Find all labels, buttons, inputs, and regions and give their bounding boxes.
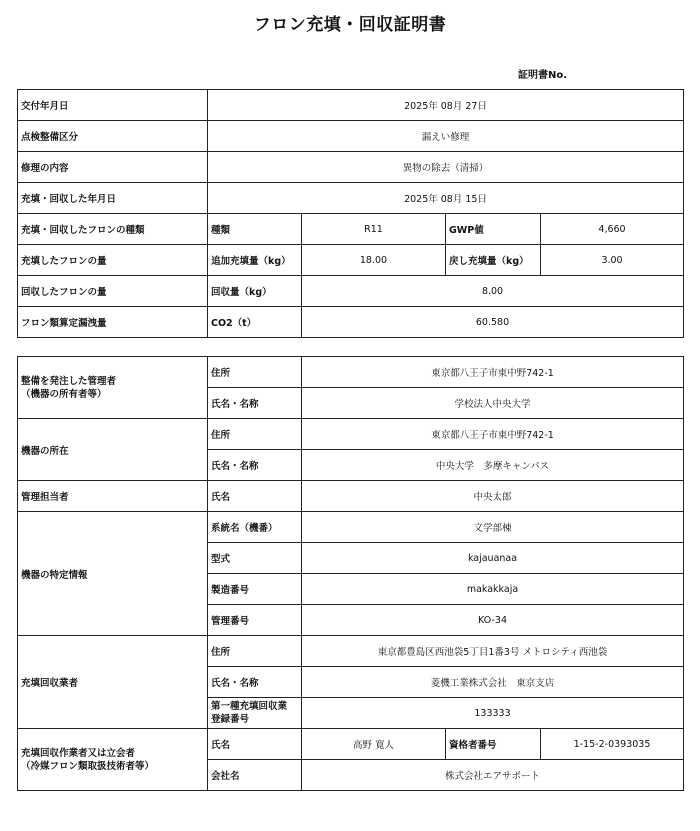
table-row bbox=[18, 152, 684, 183]
recovered-label: 回収したフロンの量 bbox=[18, 276, 208, 307]
registration-value: 133333 bbox=[302, 698, 684, 729]
manager-label: 管理担当者 bbox=[18, 481, 208, 512]
company-address-value: 東京都豊島区西池袋5丁目1番3号 メトロシティ西池袋 bbox=[302, 636, 684, 667]
kind-value: R11 bbox=[302, 214, 446, 245]
co2-value: 60.580 bbox=[302, 307, 684, 338]
table-row bbox=[18, 90, 684, 121]
management-number-value: KO-34 bbox=[302, 605, 684, 636]
repair-label: 修理の内容 bbox=[18, 152, 208, 183]
company-address-label: 住所 bbox=[208, 636, 302, 667]
table-row bbox=[18, 183, 684, 214]
leak-label: フロン類算定漏洩量 bbox=[18, 307, 208, 338]
added-value: 18.00 bbox=[302, 245, 446, 276]
manager-name-label: 氏名 bbox=[208, 481, 302, 512]
recovered-sub-label: 回収量（kg） bbox=[208, 276, 302, 307]
serial-value: makakkaja bbox=[302, 574, 684, 605]
table-row bbox=[18, 245, 684, 276]
model-label: 型式 bbox=[208, 543, 302, 574]
kind-label: 種類 bbox=[208, 214, 302, 245]
recovered-value: 8.00 bbox=[302, 276, 684, 307]
firm-value: 株式会社エアサポート bbox=[302, 760, 684, 791]
firm-label: 会社名 bbox=[208, 760, 302, 791]
manager-name-value: 中央太郎 bbox=[302, 481, 684, 512]
owner-name-value: 学校法人中央大学 bbox=[302, 388, 684, 419]
owner-label-line2: （機器の所有者等） bbox=[21, 388, 107, 400]
co2-label: CO2（t） bbox=[208, 307, 302, 338]
management-number-label: 管理番号 bbox=[208, 605, 302, 636]
category-value: 漏えい修理 bbox=[208, 121, 684, 152]
added-label: 追加充填量（kg） bbox=[208, 245, 302, 276]
model-value: kajauanaa bbox=[302, 543, 684, 574]
gwp-label: GWP値 bbox=[446, 214, 541, 245]
location-name-label: 氏名・名称 bbox=[208, 450, 302, 481]
location-label: 機器の所在 bbox=[18, 419, 208, 481]
location-address-value: 東京都八王子市東中野742-1 bbox=[302, 419, 684, 450]
fluorocarbon-details-table bbox=[17, 89, 684, 338]
type-label: 充填・回収したフロンの種類 bbox=[18, 214, 208, 245]
repair-value: 異物の除去（清掃） bbox=[208, 152, 684, 183]
table-row bbox=[18, 481, 684, 512]
table-row bbox=[18, 214, 684, 245]
gwp-value: 4,660 bbox=[541, 214, 684, 245]
owner-address-value: 東京都八王子市東中野742-1 bbox=[302, 357, 684, 388]
owner-label-line1: 整備を発注した管理者 bbox=[21, 375, 117, 387]
registration-label bbox=[208, 698, 302, 729]
fill-date-label: 充填・回収した年月日 bbox=[18, 183, 208, 214]
table-row bbox=[18, 121, 684, 152]
worker-name-value: 高野 寛人 bbox=[302, 729, 446, 760]
owner-label bbox=[18, 357, 208, 419]
worker-label-line1: 充填回収作業者又は立会者 bbox=[21, 747, 136, 759]
worker-label bbox=[18, 729, 208, 791]
fill-date-value: 2025年 08月 15日 bbox=[208, 183, 684, 214]
registration-label-line2: 登録番号 bbox=[211, 714, 250, 725]
table-row bbox=[18, 636, 684, 667]
filled-label: 充填したフロンの量 bbox=[18, 245, 208, 276]
location-name-value: 中央大学 多摩キャンパス bbox=[302, 450, 684, 481]
company-name-value: 菱機工業株式会社 東京支店 bbox=[302, 667, 684, 698]
category-label: 点検整備区分 bbox=[18, 121, 208, 152]
document-title: フロン充填・回収証明書 bbox=[253, 15, 447, 35]
worker-name-label: 氏名 bbox=[208, 729, 302, 760]
returned-value: 3.00 bbox=[541, 245, 684, 276]
table-row bbox=[18, 307, 684, 338]
company-label: 充填回収業者 bbox=[18, 636, 208, 729]
system-value: 文学部棟 bbox=[302, 512, 684, 543]
returned-label: 戻し充填量（kg） bbox=[446, 245, 541, 276]
parties-table bbox=[17, 356, 684, 791]
issue-date-label: 交付年月日 bbox=[18, 90, 208, 121]
table-row bbox=[18, 276, 684, 307]
system-label: 系統名（機番） bbox=[208, 512, 302, 543]
registration-label-line1: 第一種充填回収業 bbox=[211, 701, 288, 712]
table-row bbox=[18, 357, 684, 388]
worker-label-line2: （冷媒フロン類取扱技術者等） bbox=[21, 760, 155, 772]
equipment-label: 機器の特定情報 bbox=[18, 512, 208, 636]
owner-name-label: 氏名・名称 bbox=[208, 388, 302, 419]
table-row bbox=[18, 419, 684, 450]
table-row bbox=[18, 512, 684, 543]
location-address-label: 住所 bbox=[208, 419, 302, 450]
owner-address-label: 住所 bbox=[208, 357, 302, 388]
serial-label: 製造番号 bbox=[208, 574, 302, 605]
certificate-number-label: 証明書No. bbox=[518, 70, 568, 81]
company-name-label: 氏名・名称 bbox=[208, 667, 302, 698]
qualification-value: 1-15-2-0393035 bbox=[541, 729, 684, 760]
table-row bbox=[18, 729, 684, 760]
issue-date-value: 2025年 08月 27日 bbox=[208, 90, 684, 121]
qualification-label: 資格者番号 bbox=[446, 729, 541, 760]
